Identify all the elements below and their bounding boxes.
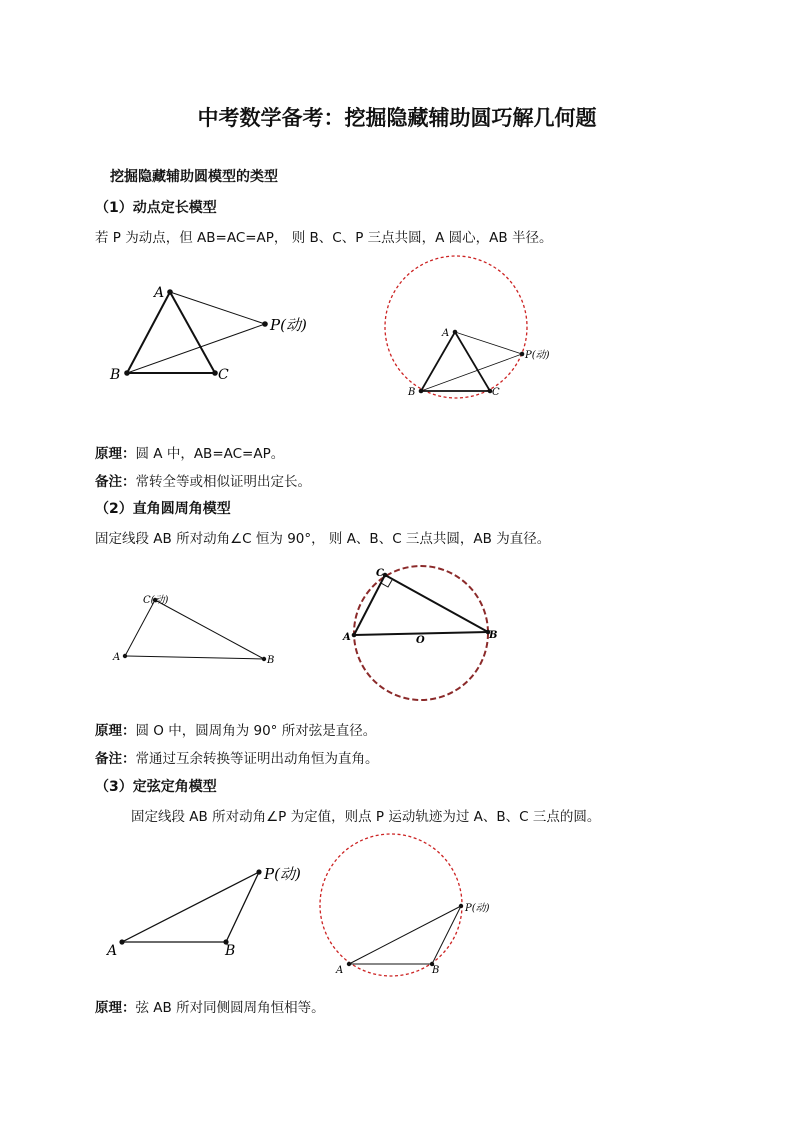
section1-text: 若 P 为动点，但 AB=AC=AP， 则 B、C、P 三点共圆，A 圆心，AB 半径。 (95, 230, 553, 246)
principle-text: 圆 A 中，AB=AC=AP。 (135, 446, 285, 462)
s1l-label-b: B (110, 367, 121, 383)
s2r-label-o: O (416, 635, 425, 646)
s3r-label-a: A (336, 965, 344, 976)
note-text: 常转全等或相似证明出定长。 (135, 474, 311, 490)
s2r-label-b: B (489, 630, 498, 641)
section2-heading: （2）直角圆周角模型 (95, 501, 231, 517)
s1l-label-a: A (154, 285, 165, 301)
section1-heading: （1）动点定长模型 (95, 200, 217, 216)
s3r-label-b: B (432, 965, 440, 976)
s2l-label-a: A (113, 652, 121, 663)
s1r-label-p: P(动) (525, 350, 550, 361)
s3l-label-a: A (107, 943, 118, 959)
subtitle: 挖掘隐藏辅助圆模型的类型 (110, 169, 278, 185)
section3-text: 固定线段 AB 所对动角∠P 为定值，则点 P 运动轨迹为过 A、B、C 三点的圆。 (131, 809, 601, 825)
principle-text: 圆 O 中，圆周角为 90° 所对弦是直径。 (135, 723, 377, 739)
note-label: 备注： (95, 751, 136, 767)
s2l-label-c: C(动) (143, 595, 169, 606)
s1r-label-c: C (492, 387, 500, 398)
s3l-label-b: B (225, 943, 236, 959)
s1r-label-b: B (408, 387, 416, 398)
principle-label: 原理： (95, 1000, 136, 1016)
s2r-label-c: C (376, 568, 384, 579)
principle-text: 弦 AB 所对同侧圆周角恒相等。 (135, 1000, 325, 1016)
section3-principle (95, 996, 325, 1016)
s1r-label-a: A (442, 328, 450, 339)
s2l-label-b: B (267, 655, 275, 666)
section2-text: 固定线段 AB 所对动角∠C 恒为 90°， 则 A、B、C 三点共圆，AB 为直径。 (95, 531, 551, 547)
page-title: 中考数学备考：挖掘隐藏辅助圆巧解几何题 (197, 106, 597, 130)
s1l-label-c: C (218, 367, 229, 383)
note-text: 常通过互余转换等证明出动角恒为直角。 (135, 751, 379, 767)
principle-label: 原理： (95, 446, 136, 462)
s2r-label-a: A (343, 632, 351, 643)
s3l-label-p: P(动) (264, 865, 301, 883)
principle-label: 原理： (95, 723, 136, 739)
section3-heading: （3）定弦定角模型 (95, 779, 217, 795)
s1l-label-p: P(动) (270, 316, 307, 334)
s3r-label-p: P(动) (465, 903, 490, 914)
note-label: 备注： (95, 474, 136, 490)
